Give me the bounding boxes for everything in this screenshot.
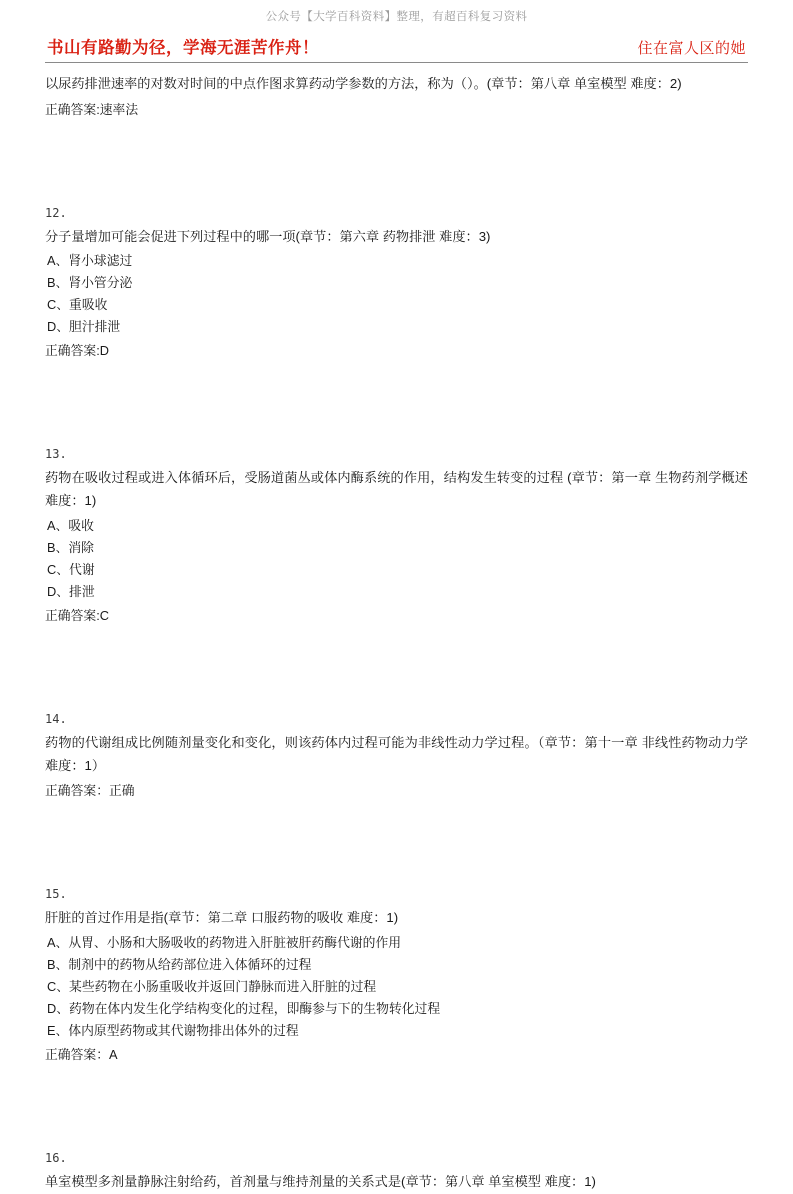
banner-left-text: 书山有路勤为径，学海无涯苦作舟！ [47,38,319,57]
banner-right-text: 住在富人区的她 [637,39,746,57]
watermark-top: 公众号【大学百科资料】整理，有超百科复习资料 [265,9,528,23]
question-block [45,73,748,121]
banner [45,34,748,58]
question-stem: 药物在吸收过程或进入体循环后，受肠道菌丛或体内酶系统的作用，结构发生转变的过程 (章节：第一章 生物药剂学概述 难度：1) [45,470,748,509]
question-answer: 正确答案：正确 [45,783,135,799]
question-option: E、体内原型药物或其代谢物排出体外的过程 [47,1023,299,1039]
question-number: 13. [45,447,67,462]
question-option: B、肾小管分泌 [47,275,133,291]
question-option: D、药物在体内发生化学结构变化的过程，即酶参与下的生物转化过程 [47,1001,441,1017]
question-block [45,709,748,802]
question-answer: 正确答案:D [45,343,109,359]
question-stem: 肝脏的首过作用是指(章节：第二章 口服药物的吸收 难度：1) [45,910,399,926]
question-stem: 药物的代谢组成比例随剂量变化和变化，则该药体内过程可能为非线性动力学过程。（章节：第十一章 非线性药物动力学难度：1） [45,734,748,773]
question-option: D、胆汁排泄 [47,319,121,335]
question-answer: 正确答案:速率法 [45,101,139,117]
block-spacer [45,121,748,173]
question-answer: 正确答案:C [45,607,109,623]
block-spacer [45,1066,748,1118]
question-stem: 以尿药排泄速率的对数对时间的中点作图求算药动学参数的方法，称为（）。(章节：第八章 单室模型 难度：2) [45,76,682,91]
question-number: 15. [45,887,67,902]
question-option: C、某些药物在小肠重吸收并返回门静脉而进入肝脏的过程 [47,979,377,995]
block-spacer [45,627,748,679]
block-spacer [45,362,748,414]
question-option: C、代谢 [47,561,95,577]
question-option: A、从胃、小肠和大肠吸收的药物进入肝脏被肝药酶代谢的作用 [47,935,402,951]
question-option: A、吸收 [47,517,94,533]
question-option: C、重吸收 [47,297,108,313]
document-content [45,73,748,1194]
header-divider [45,62,748,63]
question-answer: 正确答案：A [45,1047,118,1063]
block-spacer [45,802,748,854]
question-block [45,884,748,1066]
question-stem: 单室模型多剂量静脉注射给药，首剂量与维持剂量的关系式是(章节：第八章 单室模型 难度：1) [45,1174,596,1190]
question-block [45,203,748,363]
question-option: B、制剂中的药物从给药部位进入体循环的过程 [47,957,312,973]
question-block [45,444,748,626]
question-block [45,1148,748,1194]
question-number: 12. [45,205,67,220]
question-option: B、消除 [47,539,94,555]
question-option: D、排泄 [47,583,95,599]
question-option: A、肾小球滤过 [47,253,133,269]
question-stem: 分子量增加可能会促进下列过程中的哪一项(章节：第六章 药物排泄 难度：3) [45,228,491,244]
question-number: 16. [45,1151,67,1166]
question-number: 14. [45,711,67,726]
